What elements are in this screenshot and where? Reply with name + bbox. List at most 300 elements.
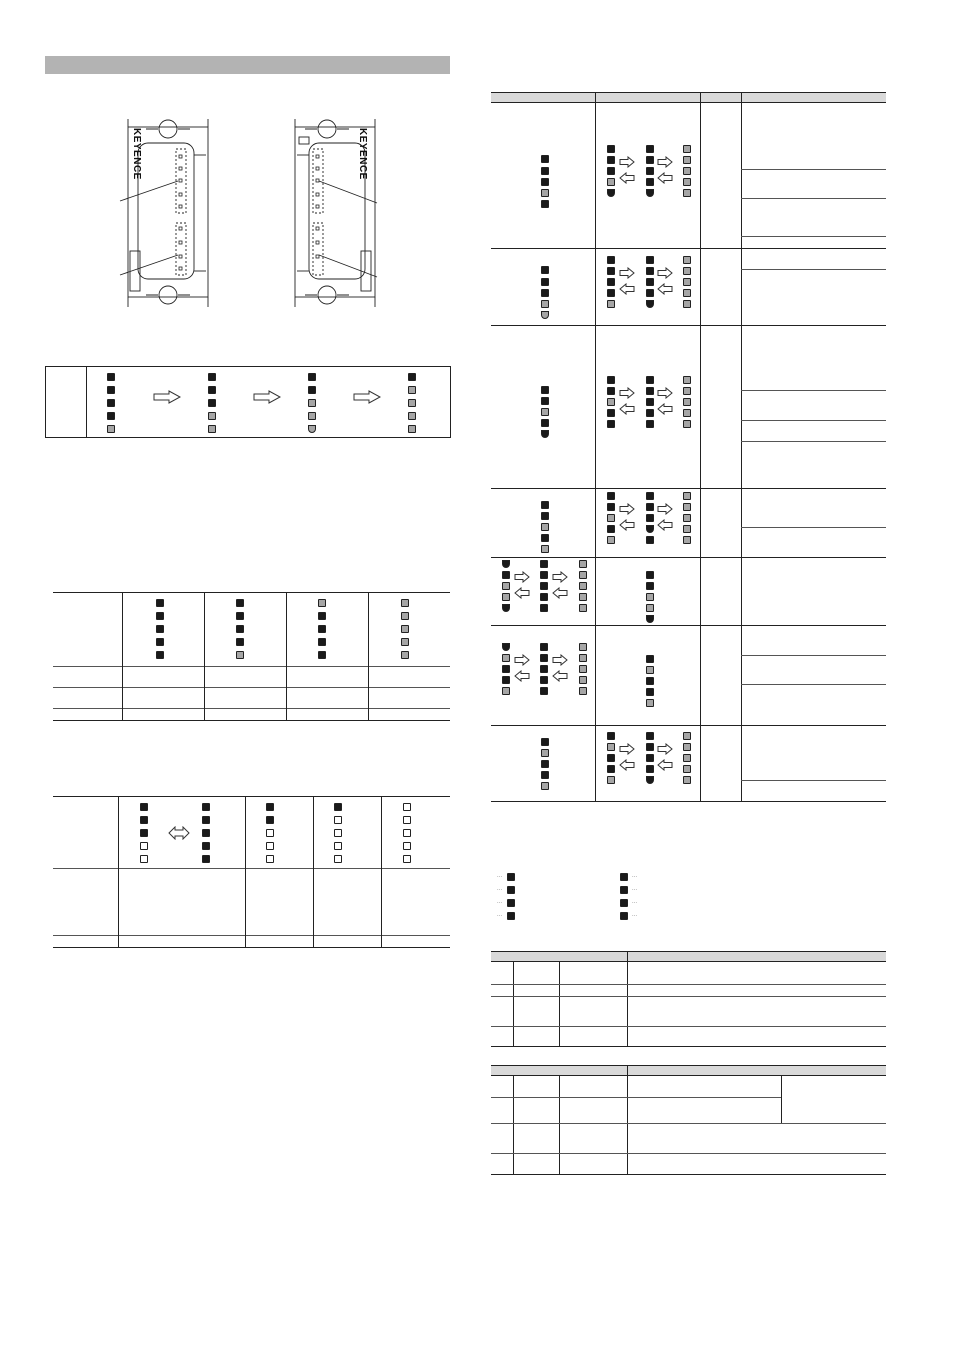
legend-mark: ··· xyxy=(632,874,637,880)
led-indicator xyxy=(646,503,654,511)
outline-arrow-left-icon xyxy=(657,519,673,531)
led-indicator xyxy=(607,267,615,275)
led-indicator xyxy=(502,676,510,684)
table-rule xyxy=(368,592,369,720)
led-indicator xyxy=(140,829,148,837)
led-indicator xyxy=(683,289,691,297)
table-rule xyxy=(491,1153,886,1154)
led-indicator xyxy=(646,604,654,612)
outline-arrow-left-icon xyxy=(619,172,635,184)
led-indicator xyxy=(541,738,549,746)
led-indicator xyxy=(607,503,615,511)
led-indicator xyxy=(541,200,549,208)
table-rule xyxy=(741,236,886,237)
led-indicator xyxy=(403,855,411,863)
outline-arrow-right-icon xyxy=(552,654,568,666)
outline-arrow-right-icon xyxy=(619,387,635,399)
led-indicator xyxy=(646,178,654,186)
led-indicator xyxy=(334,816,342,824)
led-indicator xyxy=(607,289,615,297)
led-indicator xyxy=(140,816,148,824)
led-indicator xyxy=(541,386,549,394)
led-indicator xyxy=(401,651,409,659)
led-indicator xyxy=(646,732,654,740)
outline-arrow-right-icon xyxy=(619,503,635,515)
led-indicator xyxy=(646,765,654,773)
led-indicator xyxy=(683,525,691,533)
led-indicator xyxy=(683,376,691,384)
table-rule xyxy=(245,796,246,947)
led-indicator xyxy=(408,373,416,381)
led-indicator xyxy=(541,749,549,757)
led-indicator xyxy=(683,256,691,264)
table-rule xyxy=(513,1076,514,1174)
led-indicator xyxy=(683,167,691,175)
led-indicator xyxy=(646,256,654,264)
led-indicator xyxy=(646,398,654,406)
legend-mark: ··· xyxy=(632,913,637,919)
led-indicator xyxy=(579,654,587,662)
led-indicator xyxy=(683,189,691,197)
led-indicator xyxy=(266,816,274,824)
outline-arrow-right-icon xyxy=(619,267,635,279)
led-indicator xyxy=(646,666,654,674)
table-rule xyxy=(491,1046,886,1047)
led-indicator xyxy=(683,503,691,511)
led-indicator xyxy=(607,387,615,395)
led-indicator xyxy=(607,256,615,264)
table-rule xyxy=(122,592,123,720)
led-indicator xyxy=(607,376,615,384)
table-rule xyxy=(491,1123,886,1124)
outline-arrow-right-icon xyxy=(657,387,673,399)
outline-arrow-left-icon xyxy=(619,403,635,415)
table-rule xyxy=(491,801,886,802)
led-indicator xyxy=(579,571,587,579)
outline-arrow-left-icon xyxy=(619,519,635,531)
led-indicator xyxy=(646,776,654,784)
led-indicator xyxy=(579,643,587,651)
led-indicator xyxy=(541,545,549,553)
led-indicator xyxy=(579,582,587,590)
table-rule xyxy=(53,720,450,721)
led-indicator xyxy=(236,638,244,646)
legend-mark: ··· xyxy=(497,900,502,906)
led-indicator xyxy=(541,311,549,319)
led-indicator xyxy=(607,420,615,428)
led-indicator xyxy=(541,430,549,438)
led-indicator xyxy=(683,754,691,762)
legend-mark: ··· xyxy=(632,900,637,906)
led-indicator xyxy=(541,397,549,405)
led-indicator xyxy=(540,676,548,684)
outline-arrow-right-icon xyxy=(353,390,381,404)
led-indicator xyxy=(579,665,587,673)
table-rule xyxy=(491,488,886,489)
led-indicator xyxy=(683,492,691,500)
outline-arrow-right-icon xyxy=(657,156,673,168)
led-indicator xyxy=(607,167,615,175)
led-indicator xyxy=(541,155,549,163)
brand-logo-left: KEYENCE xyxy=(131,128,142,180)
led-indicator xyxy=(607,754,615,762)
led-indicator xyxy=(620,912,628,920)
led-indicator xyxy=(318,599,326,607)
led-indicator xyxy=(507,912,515,920)
led-indicator xyxy=(683,409,691,417)
led-indicator xyxy=(683,300,691,308)
led-indicator xyxy=(236,612,244,620)
led-indicator xyxy=(541,178,549,186)
table-rule xyxy=(53,666,450,667)
led-indicator xyxy=(607,732,615,740)
table-rule xyxy=(491,248,886,249)
device-illustration-right xyxy=(285,115,385,310)
legend-mark: ··· xyxy=(497,887,502,893)
led-indicator xyxy=(683,156,691,164)
led-indicator xyxy=(646,699,654,707)
led-indicator xyxy=(408,386,416,394)
led-indicator xyxy=(646,145,654,153)
led-indicator xyxy=(156,651,164,659)
led-indicator xyxy=(266,855,274,863)
led-indicator xyxy=(540,665,548,673)
led-indicator xyxy=(502,643,510,651)
led-indicator xyxy=(683,278,691,286)
led-indicator xyxy=(607,189,615,197)
outline-arrow-left-icon xyxy=(552,587,568,599)
led-indicator xyxy=(607,514,615,522)
led-indicator xyxy=(646,189,654,197)
led-indicator xyxy=(541,523,549,531)
led-indicator xyxy=(107,373,115,381)
led-indicator xyxy=(607,765,615,773)
table-rule xyxy=(491,725,886,726)
table-rule xyxy=(86,366,87,438)
led-indicator xyxy=(646,289,654,297)
table-rule xyxy=(53,868,450,869)
led-indicator xyxy=(308,399,316,407)
brand-logo-right: KEYENCE xyxy=(357,128,368,180)
led-indicator xyxy=(140,855,148,863)
led-indicator xyxy=(683,514,691,522)
led-indicator xyxy=(308,373,316,381)
led-indicator xyxy=(107,412,115,420)
table-rule xyxy=(313,796,314,947)
led-indicator xyxy=(646,688,654,696)
led-indicator xyxy=(683,765,691,773)
led-indicator xyxy=(318,638,326,646)
led-indicator xyxy=(308,425,316,433)
led-indicator xyxy=(208,386,216,394)
legend-mark: ··· xyxy=(497,874,502,880)
led-indicator xyxy=(408,399,416,407)
led-indicator xyxy=(541,501,549,509)
led-indicator xyxy=(683,145,691,153)
led-indicator xyxy=(403,803,411,811)
led-indicator xyxy=(208,412,216,420)
led-indicator xyxy=(156,625,164,633)
outline-arrow-left-icon xyxy=(514,587,530,599)
table-rule xyxy=(595,92,596,801)
led-sequence-box xyxy=(45,366,451,438)
led-indicator xyxy=(646,743,654,751)
led-indicator xyxy=(202,803,210,811)
led-indicator xyxy=(646,514,654,522)
led-indicator xyxy=(646,409,654,417)
led-indicator xyxy=(540,654,548,662)
outline-arrow-left-icon xyxy=(657,759,673,771)
led-indicator xyxy=(579,687,587,695)
led-indicator xyxy=(266,842,274,850)
led-indicator xyxy=(541,534,549,542)
table-rule xyxy=(118,796,119,947)
led-indicator xyxy=(541,278,549,286)
table-rule xyxy=(53,947,450,948)
led-indicator xyxy=(540,687,548,695)
led-indicator xyxy=(579,604,587,612)
led-indicator xyxy=(408,425,416,433)
led-indicator xyxy=(607,156,615,164)
led-indicator xyxy=(646,655,654,663)
led-indicator xyxy=(318,612,326,620)
led-indicator xyxy=(646,167,654,175)
led-indicator xyxy=(646,525,654,533)
led-indicator xyxy=(646,754,654,762)
led-indicator xyxy=(620,873,628,881)
led-indicator xyxy=(607,743,615,751)
legend-mark: ··· xyxy=(497,913,502,919)
table-rule xyxy=(513,962,514,1046)
led-indicator xyxy=(541,266,549,274)
table-rule xyxy=(741,269,886,270)
led-indicator xyxy=(540,560,548,568)
led-indicator xyxy=(620,886,628,894)
led-indicator xyxy=(607,492,615,500)
led-indicator xyxy=(683,536,691,544)
led-indicator xyxy=(140,842,148,850)
led-indicator xyxy=(401,638,409,646)
table-rule xyxy=(700,92,701,801)
led-indicator xyxy=(541,419,549,427)
led-indicator xyxy=(507,886,515,894)
led-indicator xyxy=(541,408,549,416)
led-indicator xyxy=(646,156,654,164)
led-indicator xyxy=(541,760,549,768)
led-indicator xyxy=(607,409,615,417)
led-indicator xyxy=(502,560,510,568)
outline-arrow-left-icon xyxy=(514,670,530,682)
table-rule xyxy=(741,655,886,656)
table-rule xyxy=(491,557,886,558)
outline-arrow-left-icon xyxy=(619,759,635,771)
led-indicator xyxy=(579,560,587,568)
led-indicator xyxy=(202,842,210,850)
outline-arrow-left-icon xyxy=(552,670,568,682)
led-indicator xyxy=(318,625,326,633)
table-rule xyxy=(781,1076,782,1123)
table-rule xyxy=(491,1097,781,1098)
led-indicator xyxy=(502,654,510,662)
led-indicator xyxy=(607,278,615,286)
led-indicator xyxy=(683,732,691,740)
table-rule xyxy=(491,1026,886,1027)
led-indicator xyxy=(579,676,587,684)
led-indicator xyxy=(408,412,416,420)
table-rule xyxy=(53,935,450,936)
section-title-bar xyxy=(45,56,450,74)
led-indicator xyxy=(202,816,210,824)
outline-arrow-right-icon xyxy=(253,390,281,404)
table-rule xyxy=(53,687,450,688)
led-indicator xyxy=(107,399,115,407)
table-rule xyxy=(741,198,886,199)
table-rule xyxy=(741,527,886,528)
led-indicator xyxy=(646,593,654,601)
table-rule xyxy=(204,592,205,720)
led-indicator xyxy=(646,677,654,685)
table-rule xyxy=(491,951,886,962)
led-indicator xyxy=(607,776,615,784)
led-indicator xyxy=(646,387,654,395)
outline-arrow-left-icon xyxy=(657,283,673,295)
led-indicator xyxy=(646,420,654,428)
table-rule xyxy=(53,592,450,593)
led-indicator xyxy=(540,571,548,579)
outline-arrow-right-icon xyxy=(552,571,568,583)
led-indicator xyxy=(646,536,654,544)
outline-arrow-right-icon xyxy=(657,503,673,515)
led-indicator xyxy=(646,615,654,623)
led-indicator xyxy=(208,373,216,381)
outline-arrow-right-icon xyxy=(657,267,673,279)
table-rule xyxy=(53,708,450,709)
led-indicator xyxy=(208,425,216,433)
led-indicator xyxy=(107,386,115,394)
led-indicator xyxy=(607,536,615,544)
led-indicator xyxy=(646,492,654,500)
led-indicator xyxy=(403,816,411,824)
led-indicator xyxy=(208,399,216,407)
led-indicator xyxy=(683,387,691,395)
table-rule xyxy=(627,1065,628,1174)
led-indicator xyxy=(236,625,244,633)
led-indicator xyxy=(541,782,549,790)
led-indicator xyxy=(646,278,654,286)
led-indicator xyxy=(540,643,548,651)
table-rule xyxy=(491,984,886,985)
led-indicator xyxy=(403,829,411,837)
led-indicator xyxy=(683,420,691,428)
led-indicator xyxy=(202,829,210,837)
table-rule xyxy=(491,325,886,326)
outline-arrow-right-icon xyxy=(153,390,181,404)
led-indicator xyxy=(507,873,515,881)
led-indicator xyxy=(683,267,691,275)
led-indicator xyxy=(683,743,691,751)
led-indicator xyxy=(607,525,615,533)
led-indicator xyxy=(579,593,587,601)
led-indicator xyxy=(107,425,115,433)
outline-arrow-right-icon xyxy=(619,156,635,168)
led-indicator xyxy=(646,376,654,384)
table-rule xyxy=(741,441,886,442)
led-indicator xyxy=(540,593,548,601)
table-rule xyxy=(381,796,382,947)
led-indicator xyxy=(401,625,409,633)
outline-double-arrow-icon xyxy=(168,826,190,840)
table-rule xyxy=(741,684,886,685)
led-indicator xyxy=(540,604,548,612)
led-indicator xyxy=(502,604,510,612)
led-indicator xyxy=(541,167,549,175)
led-indicator xyxy=(502,665,510,673)
led-indicator xyxy=(308,386,316,394)
led-indicator xyxy=(541,289,549,297)
led-indicator xyxy=(607,178,615,186)
led-indicator xyxy=(541,771,549,779)
led-indicator xyxy=(646,267,654,275)
outline-arrow-right-icon xyxy=(657,743,673,755)
table-rule xyxy=(741,780,886,781)
led-indicator xyxy=(308,412,316,420)
led-indicator xyxy=(401,612,409,620)
outline-arrow-right-icon xyxy=(619,743,635,755)
table-rule xyxy=(741,390,886,391)
outline-arrow-left-icon xyxy=(657,172,673,184)
led-indicator xyxy=(683,178,691,186)
led-indicator xyxy=(334,829,342,837)
led-indicator xyxy=(334,855,342,863)
led-indicator xyxy=(334,842,342,850)
led-indicator xyxy=(646,582,654,590)
led-indicator xyxy=(502,593,510,601)
table-rule xyxy=(286,592,287,720)
table-rule xyxy=(627,951,628,1046)
table-rule xyxy=(559,962,560,1046)
legend-mark: ··· xyxy=(632,887,637,893)
led-indicator xyxy=(266,803,274,811)
led-indicator xyxy=(318,651,326,659)
led-indicator xyxy=(541,512,549,520)
led-indicator xyxy=(502,582,510,590)
led-indicator xyxy=(236,599,244,607)
table-rule xyxy=(491,1174,886,1175)
led-indicator xyxy=(646,571,654,579)
led-indicator xyxy=(334,803,342,811)
led-indicator xyxy=(620,899,628,907)
table-rule xyxy=(491,1065,886,1076)
led-indicator xyxy=(541,300,549,308)
outline-arrow-left-icon xyxy=(657,403,673,415)
led-indicator xyxy=(607,398,615,406)
led-indicator xyxy=(401,599,409,607)
led-indicator xyxy=(646,300,654,308)
table-rule xyxy=(741,420,886,421)
table-rule xyxy=(559,1076,560,1174)
led-indicator xyxy=(607,300,615,308)
outline-arrow-right-icon xyxy=(514,654,530,666)
led-indicator xyxy=(540,582,548,590)
led-indicator xyxy=(502,687,510,695)
table-rule xyxy=(491,996,886,997)
led-indicator xyxy=(502,571,510,579)
led-indicator xyxy=(403,842,411,850)
led-indicator xyxy=(507,899,515,907)
led-indicator xyxy=(156,599,164,607)
table-rule xyxy=(491,625,886,626)
led-indicator xyxy=(541,189,549,197)
